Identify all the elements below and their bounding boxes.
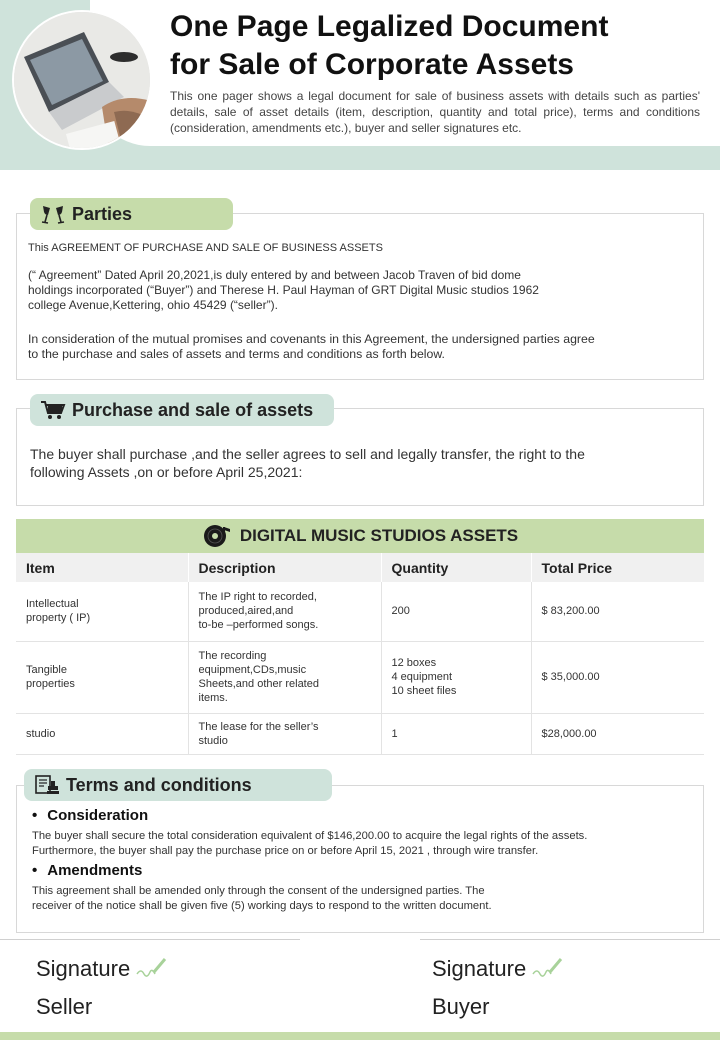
purchase-line-2: following Assets ,on or before April 25,2021: xyxy=(30,464,303,480)
cell-description: The lease for the seller’s studio xyxy=(188,713,381,754)
parties-p2-line-1: (“ Agreement” Dated April 20,2021,is duly entered by and between Jacob Traven of bid dome xyxy=(28,268,521,282)
shopping-cart-icon xyxy=(40,399,66,421)
parties-paragraph-2 xyxy=(28,268,698,313)
cell-description: The recording equipment,CDs,music Sheets,and other related items. xyxy=(188,641,381,713)
table-row xyxy=(16,641,704,713)
title-line-2: for Sale of Corporate Assets xyxy=(170,48,574,81)
terms-heading: Terms and conditions xyxy=(66,774,252,795)
parties-heading-pill xyxy=(30,198,233,230)
page-subtitle: This one pager shows a legal document for sale of business assets with details such as parties' details, sale of asset details (item, description, quantity and total price), terms and conditions (consideration, amendments etc.), buyer and seller signatures etc. xyxy=(170,89,700,135)
document-stamp-icon xyxy=(34,774,60,796)
buyer-signature-line xyxy=(420,939,720,940)
cell-total-price: $28,000.00 xyxy=(531,713,704,754)
parties-p3-line-1: In consideration of the mutual promises and covenants in this Agreement, the undersigned parties agree xyxy=(28,332,595,346)
title-line-1: One Page Legalized Document xyxy=(170,10,609,43)
cell-total-price: $ 35,000.00 xyxy=(531,641,704,713)
column-header-description: Description xyxy=(188,553,381,582)
cell-description: The IP right to recorded, produced,aired,and to-be –performed songs. xyxy=(188,582,381,641)
cell-quantity: 1 xyxy=(381,713,531,754)
vinyl-record-icon xyxy=(202,523,232,549)
parties-p2-line-2: holdings incorporated (“Buyer”) and Therese H. Paul Hayman of GRT Digital Music studios 1962 xyxy=(28,283,539,297)
cell-quantity: 12 boxes 4 equipment 10 sheet files xyxy=(381,641,531,713)
buyer-role: Buyer xyxy=(432,994,490,1019)
laptop-desk-photo xyxy=(12,10,152,150)
footer-band xyxy=(0,1032,720,1040)
assets-heading: DIGITAL MUSIC STUDIOS ASSETS xyxy=(239,526,519,545)
toast-glasses-icon xyxy=(40,203,66,225)
consideration-text xyxy=(32,829,702,859)
parties-line-1: This AGREEMENT OF PURCHASE AND SALE OF BUSINESS ASSETS xyxy=(28,242,383,254)
parties-p3-line-2: to the purchase and sales of assets and terms and conditions as forth below. xyxy=(28,347,445,361)
purchase-heading-pill xyxy=(30,394,334,426)
consideration-heading: • Consideration xyxy=(32,807,149,824)
column-header-total-price: Total Price xyxy=(531,553,704,582)
table-header-row xyxy=(16,553,704,582)
seller-role: Seller xyxy=(36,994,93,1019)
cell-total-price: $ 83,200.00 xyxy=(531,582,704,641)
cell-quantity: 200 xyxy=(381,582,531,641)
pen-squiggle-icon xyxy=(136,956,168,984)
parties-paragraph-3 xyxy=(28,332,704,362)
cell-item: Intellectual property ( IP) xyxy=(16,582,188,641)
cell-item: studio xyxy=(16,713,188,754)
assets-table xyxy=(16,553,704,755)
seller-signature-line xyxy=(0,939,300,940)
column-header-item: Item xyxy=(16,553,188,582)
purchase-heading: Purchase and sale of assets xyxy=(72,399,314,420)
amendments-heading: • Amendments xyxy=(32,862,143,879)
terms-heading-pill xyxy=(24,769,332,801)
buyer-signature-label: Signature xyxy=(432,956,564,984)
seller-signature-label: Signature xyxy=(36,956,168,984)
consideration-line-1: The buyer shall secure the total consideration equivalent of $146,200.00 to acquire the legal rights of the assets. xyxy=(32,830,588,842)
cell-item: Tangible properties xyxy=(16,641,188,713)
page-title xyxy=(170,8,710,84)
table-row xyxy=(16,713,704,754)
parties-p2-line-3: college Avenue,Kettering, ohio 45429 (“seller”). xyxy=(28,298,278,312)
column-header-quantity: Quantity xyxy=(381,553,531,582)
purchase-text xyxy=(30,445,700,481)
table-row xyxy=(16,582,704,641)
consideration-line-2: Furthermore, the buyer shall pay the purchase price on or before April 15, 2021 , through wire transfer. xyxy=(32,845,539,857)
purchase-line-1: The buyer shall purchase ,and the seller agrees to sell and legally transfer, the right to the xyxy=(30,446,585,462)
amendments-line-1: This agreement shall be amended only through the consent of the undersigned parties. The xyxy=(32,885,485,897)
amendments-line-2: receiver of the notice shall be given five (5) working days to respond to the written document. xyxy=(32,900,492,912)
assets-heading-bar xyxy=(16,519,704,553)
pen-squiggle-icon xyxy=(532,956,564,984)
parties-heading: Parties xyxy=(72,203,133,224)
amendments-text xyxy=(32,884,702,914)
